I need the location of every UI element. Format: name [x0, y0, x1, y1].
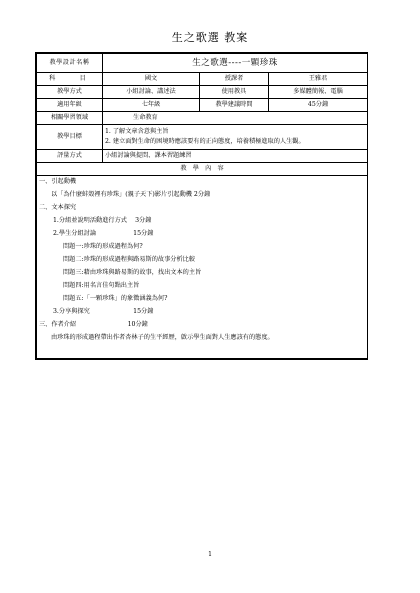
- time-value: 45分鐘: [269, 99, 368, 112]
- method-value: 小組討論、講述法: [103, 86, 200, 99]
- content-line: 問題二:珍珠的形成過程與路易斯的故事分析比較: [63, 256, 196, 263]
- content-line: 3.分享與探究 15分鐘: [53, 308, 154, 315]
- grade-value: 七年級: [103, 99, 200, 112]
- goal-cell: [103, 125, 368, 150]
- assess-label: 評量方式: [37, 150, 103, 163]
- grade-label: 適用年級: [37, 99, 103, 112]
- goal-label: 教學目標: [37, 125, 103, 150]
- field-value: 生命教育: [103, 112, 368, 125]
- document-title: 生之歌選 教案: [171, 31, 249, 44]
- design-name-value: 生之歌選----一顆珍珠: [103, 54, 368, 73]
- subject-value: 國文: [103, 73, 200, 86]
- content-body: [37, 176, 367, 358]
- content-line: 三、作者介紹 10分鐘: [39, 321, 148, 328]
- teacher-value: 王雅君: [269, 73, 368, 86]
- goal-item: 2. 建立面對生命的困境時應該要有的正向態度，培養積極進取的人生觀。: [105, 138, 305, 145]
- content-header: 教 學 內 容: [37, 163, 368, 176]
- page-number: 1: [208, 551, 212, 558]
- content-line: 2.學生分組討論 15分鐘: [53, 230, 154, 237]
- content-line: 以「為什麼蚌殼裡有珍珠」(親子天下)影片引起動機 2分鐘: [51, 191, 211, 198]
- goal-item: 1. 了解文章含意與主旨: [105, 128, 169, 135]
- time-label: 教學建議時間: [200, 99, 269, 112]
- teacher-label: 授課者: [200, 73, 269, 86]
- content-line: 一、引起動機: [39, 178, 77, 185]
- content-line: 問題四:用名言佳句點出主旨: [63, 282, 140, 289]
- content-line: 二、文本探究: [39, 204, 77, 211]
- content-line: 問題三:藉由珍珠與路易斯的故事，找出文本的主旨: [63, 269, 202, 276]
- content-line: 問題五:「一顆珍珠」的象徵涵義為何?: [63, 295, 168, 302]
- lesson-plan-table: [35, 52, 368, 360]
- aids-value: 多媒體簡報、電腦: [269, 86, 368, 99]
- method-label: 教學方式: [37, 86, 103, 99]
- aids-label: 使用教具: [200, 86, 269, 99]
- subject-label: 科 目: [37, 73, 103, 86]
- content-line: 1.分組並說明活動進行方式 3分鐘: [53, 217, 152, 224]
- content-line: 問題一:珍珠的形成過程為何?: [63, 243, 143, 250]
- design-name-label: 教學設計名稱: [37, 54, 103, 73]
- assess-value: 小組討論與提問、課本習題練習: [103, 150, 368, 163]
- content-line: 由珍珠的形成過程帶出作者杏林子的生平經歷，啟示學生面對人生應該有的態度。: [51, 334, 274, 341]
- field-label: 相關學習領域: [37, 112, 103, 125]
- content-cell: [37, 176, 368, 359]
